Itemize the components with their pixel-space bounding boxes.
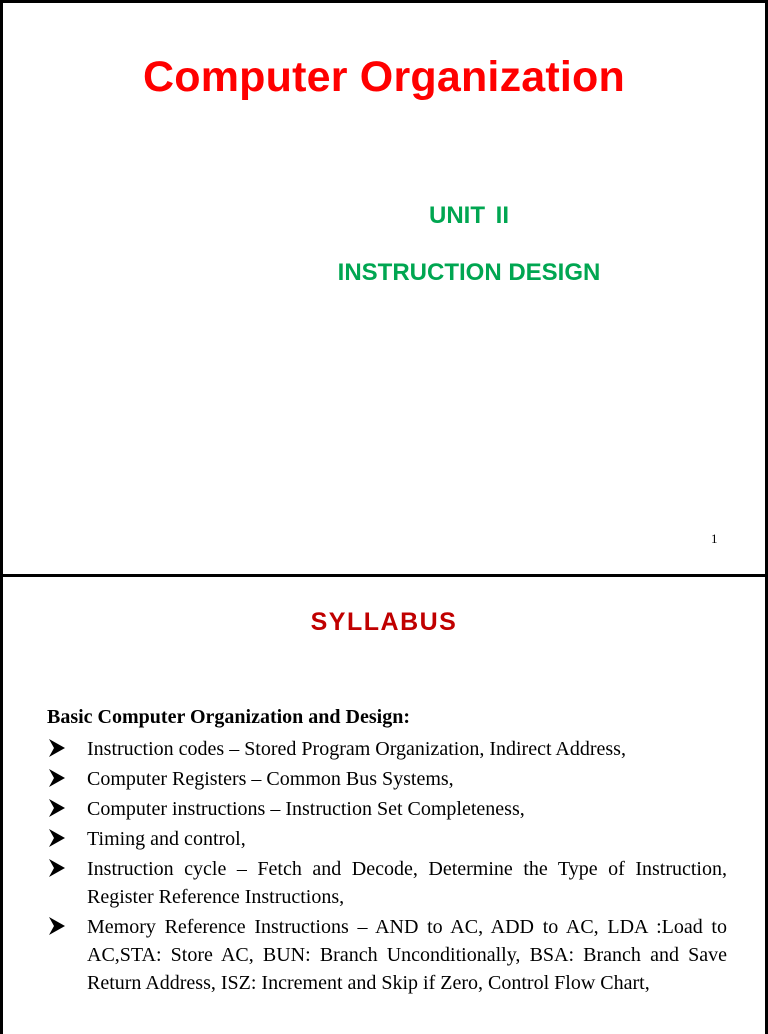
arrowhead-bullet-icon [47,738,67,758]
list-item [47,735,727,763]
list-item [47,913,727,997]
arrowhead-bullet-icon [47,798,67,818]
list-item [47,825,727,853]
list-item [47,795,727,823]
page-number: 1 [711,531,718,546]
list-item-text: Memory Reference Instructions – AND to AC, ADD to AC, LDA :Load to AC,STA: Store AC, BUN: Branch Unconditionally, BSA: Branch and Save Return Address, ISZ: Increment and Skip if Zero, Control Flow Chart, [87,916,727,994]
list-item [47,765,727,793]
list-item-text: Computer Registers – Common Bus Systems, [87,768,454,790]
slide-2 [0,574,768,1034]
syllabus-list [47,735,727,999]
arrowhead-bullet-icon [47,828,67,848]
unit-label: UNIT II [429,202,509,229]
list-item-text: Instruction codes – Stored Program Organization, Indirect Address, [87,738,626,760]
arrowhead-bullet-icon [47,916,67,936]
list-item-text: Timing and control, [87,828,246,850]
list-item-text: Instruction cycle – Fetch and Decode, Determine the Type of Instruction, Register Reference Instructions, [87,858,727,908]
section-heading: Basic Computer Organization and Design: [47,706,410,728]
arrowhead-bullet-icon [47,858,67,878]
slide-title: Computer Organization [143,53,625,101]
arrowhead-bullet-icon [47,768,67,788]
list-item-text: Computer instructions – Instruction Set Completeness, [87,798,525,820]
list-item [47,855,727,911]
unit-subtitle: INSTRUCTION DESIGN [337,259,601,286]
syllabus-title: SYLLABUS [310,608,458,636]
